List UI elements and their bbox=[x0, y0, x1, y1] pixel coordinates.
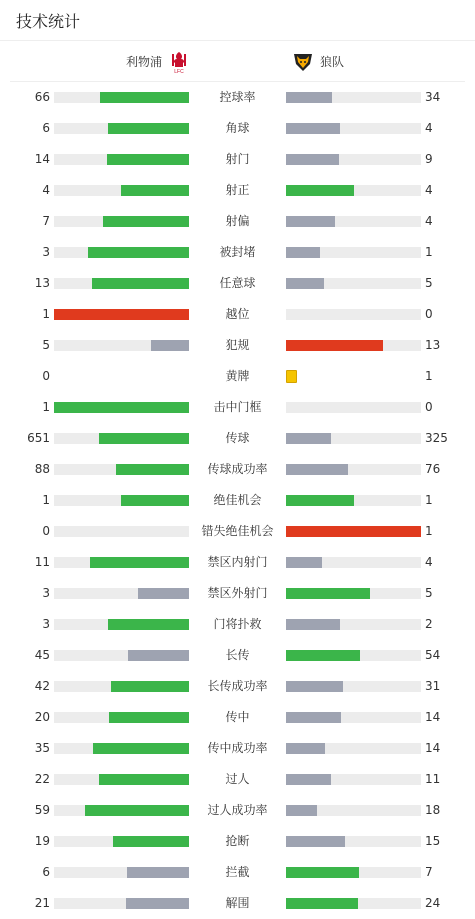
home-bar-track bbox=[54, 185, 189, 196]
home-bar bbox=[85, 805, 189, 816]
stat-row bbox=[0, 640, 475, 671]
away-bar bbox=[286, 123, 340, 134]
home-bar-track bbox=[54, 340, 189, 351]
home-bar-track bbox=[54, 557, 189, 568]
stat-label: 击中门框 bbox=[213, 400, 262, 414]
home-bar bbox=[92, 278, 189, 289]
stat-label: 门将扑救 bbox=[213, 617, 262, 631]
home-value: 3 bbox=[42, 245, 50, 259]
header bbox=[0, 0, 475, 41]
away-value: 325 bbox=[425, 431, 448, 445]
away-value: 1 bbox=[425, 493, 433, 507]
stat-label: 绝佳机会 bbox=[213, 493, 262, 507]
away-bar bbox=[286, 278, 324, 289]
away-bar-track bbox=[286, 247, 421, 258]
yellow-card-icon bbox=[286, 370, 297, 383]
home-bar-track bbox=[54, 774, 189, 785]
home-bar-track bbox=[54, 898, 189, 909]
page-title: 技术统计 bbox=[16, 11, 81, 31]
home-bar bbox=[107, 154, 189, 165]
stat-row bbox=[0, 764, 475, 795]
away-bar bbox=[286, 495, 354, 506]
home-bar-track bbox=[54, 495, 189, 506]
home-bar-track bbox=[54, 526, 189, 537]
home-value: 45 bbox=[34, 648, 50, 662]
away-bar bbox=[286, 526, 421, 537]
home-bar bbox=[93, 743, 189, 754]
home-bar bbox=[103, 216, 189, 227]
away-bar bbox=[286, 619, 340, 630]
away-value: 31 bbox=[425, 679, 441, 693]
stat-row bbox=[0, 175, 475, 206]
away-bar bbox=[286, 898, 358, 909]
away-bar-track bbox=[286, 898, 421, 909]
home-value: 1 bbox=[42, 493, 50, 507]
home-bar bbox=[99, 774, 189, 785]
home-team-name: 利物浦 bbox=[125, 54, 162, 69]
away-bar-track bbox=[286, 278, 421, 289]
home-bar-track bbox=[54, 867, 189, 878]
home-value: 3 bbox=[42, 586, 50, 600]
home-value: 1 bbox=[42, 400, 50, 414]
away-value: 5 bbox=[425, 586, 433, 600]
away-bar-track bbox=[286, 619, 421, 630]
away-value: 14 bbox=[425, 741, 441, 755]
away-bar bbox=[286, 836, 345, 847]
home-value: 59 bbox=[34, 803, 50, 817]
home-bar bbox=[128, 650, 189, 661]
away-bar bbox=[286, 805, 317, 816]
stat-row bbox=[0, 609, 475, 640]
away-value: 54 bbox=[425, 648, 441, 662]
stat-label: 黄牌 bbox=[225, 369, 250, 383]
stat-label: 长传 bbox=[225, 648, 250, 662]
svg-text:LFC: LFC bbox=[174, 69, 184, 74]
home-bar bbox=[54, 309, 189, 320]
away-bar-track bbox=[286, 588, 421, 599]
away-bar-track bbox=[286, 123, 421, 134]
away-bar bbox=[286, 433, 331, 444]
wolves-crest-icon bbox=[292, 50, 314, 72]
stat-label: 传球成功率 bbox=[207, 462, 268, 476]
stat-label: 过人 bbox=[225, 772, 250, 786]
home-value: 3 bbox=[42, 617, 50, 631]
home-value: 19 bbox=[34, 834, 50, 848]
away-bar-track bbox=[286, 340, 421, 351]
away-value: 0 bbox=[425, 307, 433, 321]
stat-row bbox=[0, 361, 475, 392]
away-value: 24 bbox=[425, 896, 441, 910]
stat-label: 角球 bbox=[225, 121, 250, 135]
liverpool-crest-icon bbox=[168, 50, 190, 72]
away-value: 14 bbox=[425, 710, 441, 724]
home-bar bbox=[99, 433, 189, 444]
stat-label: 越位 bbox=[225, 307, 250, 321]
away-bar bbox=[286, 216, 335, 227]
home-bar bbox=[121, 185, 189, 196]
away-value: 4 bbox=[425, 183, 433, 197]
home-bar bbox=[108, 619, 189, 630]
teams-header bbox=[10, 41, 465, 82]
away-bar bbox=[286, 247, 320, 258]
stat-row bbox=[0, 423, 475, 454]
stat-row bbox=[0, 82, 475, 113]
stat-row bbox=[0, 516, 475, 547]
home-bar bbox=[116, 464, 189, 475]
away-bar-track bbox=[286, 495, 421, 506]
stat-label: 控球率 bbox=[219, 90, 256, 104]
home-value: 4 bbox=[42, 183, 50, 197]
stat-label: 传球 bbox=[225, 431, 250, 445]
stat-label: 被封堵 bbox=[219, 245, 256, 259]
away-bar-track bbox=[286, 774, 421, 785]
stat-row bbox=[0, 888, 475, 919]
home-team bbox=[10, 41, 190, 81]
away-bar-track bbox=[286, 526, 421, 537]
home-bar bbox=[151, 340, 189, 351]
away-value: 0 bbox=[425, 400, 433, 414]
away-bar-track bbox=[286, 309, 421, 320]
away-team-name: 狼队 bbox=[320, 54, 345, 69]
stat-row bbox=[0, 578, 475, 609]
home-bar-track bbox=[54, 402, 189, 413]
home-bar-track bbox=[54, 588, 189, 599]
away-value: 18 bbox=[425, 803, 441, 817]
stat-row bbox=[0, 485, 475, 516]
away-value: 4 bbox=[425, 214, 433, 228]
home-bar bbox=[100, 92, 189, 103]
away-bar-track bbox=[286, 464, 421, 475]
home-bar-track bbox=[54, 805, 189, 816]
away-bar bbox=[286, 557, 322, 568]
home-bar-track bbox=[54, 278, 189, 289]
stat-label: 射正 bbox=[225, 183, 250, 197]
home-bar bbox=[108, 123, 189, 134]
home-bar bbox=[109, 712, 189, 723]
stat-row bbox=[0, 392, 475, 423]
away-bar-track bbox=[286, 836, 421, 847]
home-bar bbox=[113, 836, 189, 847]
home-value: 0 bbox=[42, 524, 50, 538]
home-value: 7 bbox=[42, 214, 50, 228]
home-value: 6 bbox=[42, 865, 50, 879]
away-bar bbox=[286, 464, 348, 475]
home-bar bbox=[54, 402, 189, 413]
home-bar bbox=[127, 867, 189, 878]
away-bar bbox=[286, 588, 370, 599]
stat-label: 禁区外射门 bbox=[207, 586, 268, 600]
home-bar-track bbox=[54, 216, 189, 227]
home-bar bbox=[121, 495, 189, 506]
away-value: 34 bbox=[425, 90, 441, 104]
stat-label: 传中成功率 bbox=[207, 741, 268, 755]
stat-label: 禁区内射门 bbox=[207, 555, 268, 569]
stats-list bbox=[0, 82, 475, 919]
home-value: 22 bbox=[34, 772, 50, 786]
away-bar-track bbox=[286, 743, 421, 754]
stat-row bbox=[0, 299, 475, 330]
away-bar-track bbox=[286, 154, 421, 165]
stat-label: 解围 bbox=[225, 896, 250, 910]
away-value: 2 bbox=[425, 617, 433, 631]
away-bar bbox=[286, 743, 325, 754]
stat-row bbox=[0, 237, 475, 268]
away-bar-track bbox=[286, 867, 421, 878]
away-bar-track bbox=[286, 712, 421, 723]
away-team bbox=[292, 41, 344, 81]
stat-label: 射门 bbox=[225, 152, 250, 166]
home-bar bbox=[111, 681, 189, 692]
away-value: 7 bbox=[425, 865, 433, 879]
stat-row bbox=[0, 454, 475, 485]
stat-row bbox=[0, 144, 475, 175]
stat-row bbox=[0, 330, 475, 361]
home-bar-track bbox=[54, 681, 189, 692]
away-bar bbox=[286, 712, 341, 723]
away-bar bbox=[286, 340, 383, 351]
home-value: 35 bbox=[34, 741, 50, 755]
home-bar bbox=[90, 557, 189, 568]
away-value: 76 bbox=[425, 462, 441, 476]
home-bar-track bbox=[54, 154, 189, 165]
away-bar bbox=[286, 774, 331, 785]
home-bar-track bbox=[54, 123, 189, 134]
home-bar bbox=[126, 898, 189, 909]
away-value: 9 bbox=[425, 152, 433, 166]
home-value: 42 bbox=[34, 679, 50, 693]
away-bar-track bbox=[286, 557, 421, 568]
away-value: 4 bbox=[425, 555, 433, 569]
home-value: 651 bbox=[27, 431, 50, 445]
home-bar-track bbox=[54, 650, 189, 661]
away-bar bbox=[286, 650, 360, 661]
home-bar-track bbox=[54, 712, 189, 723]
away-bar-track bbox=[286, 92, 421, 103]
stat-row bbox=[0, 547, 475, 578]
home-bar-track bbox=[54, 743, 189, 754]
home-bar bbox=[138, 588, 189, 599]
away-value: 15 bbox=[425, 834, 441, 848]
home-bar-track bbox=[54, 433, 189, 444]
away-bar bbox=[286, 867, 359, 878]
stat-label: 抢断 bbox=[225, 834, 250, 848]
away-value: 13 bbox=[425, 338, 441, 352]
home-value: 1 bbox=[42, 307, 50, 321]
away-bar bbox=[286, 154, 339, 165]
home-value: 5 bbox=[42, 338, 50, 352]
home-value: 6 bbox=[42, 121, 50, 135]
home-bar-track bbox=[54, 247, 189, 258]
away-bar-track bbox=[286, 185, 421, 196]
away-bar bbox=[286, 681, 343, 692]
home-bar bbox=[88, 247, 189, 258]
stat-row bbox=[0, 857, 475, 888]
stat-label: 任意球 bbox=[219, 276, 256, 290]
stat-label: 拦截 bbox=[225, 865, 250, 879]
home-value: 20 bbox=[34, 710, 50, 724]
stat-row bbox=[0, 113, 475, 144]
stat-row bbox=[0, 268, 475, 299]
away-value: 4 bbox=[425, 121, 433, 135]
home-bar-track bbox=[54, 464, 189, 475]
away-bar-track bbox=[286, 650, 421, 661]
home-value: 66 bbox=[34, 90, 50, 104]
stat-label: 错失绝佳机会 bbox=[201, 524, 274, 538]
away-value: 1 bbox=[425, 245, 433, 259]
away-bar-track bbox=[286, 805, 421, 816]
away-bar-track bbox=[286, 681, 421, 692]
stat-label: 长传成功率 bbox=[207, 679, 268, 693]
away-value: 5 bbox=[425, 276, 433, 290]
stat-row bbox=[0, 795, 475, 826]
away-value: 1 bbox=[425, 369, 433, 383]
home-bar-track bbox=[54, 836, 189, 847]
stat-label: 犯规 bbox=[225, 338, 250, 352]
home-value: 21 bbox=[34, 896, 50, 910]
stat-label: 传中 bbox=[225, 710, 250, 724]
away-value: 11 bbox=[425, 772, 441, 786]
away-value: 1 bbox=[425, 524, 433, 538]
home-bar-track bbox=[54, 619, 189, 630]
stat-row bbox=[0, 733, 475, 764]
home-value: 0 bbox=[42, 369, 50, 383]
stat-row bbox=[0, 671, 475, 702]
stat-row bbox=[0, 206, 475, 237]
home-value: 88 bbox=[34, 462, 50, 476]
stat-label: 过人成功率 bbox=[207, 803, 268, 817]
home-bar-track bbox=[54, 92, 189, 103]
stat-row bbox=[0, 702, 475, 733]
away-bar-track bbox=[286, 402, 421, 413]
away-bar bbox=[286, 92, 332, 103]
home-value: 11 bbox=[34, 555, 50, 569]
away-bar bbox=[286, 185, 354, 196]
stat-row bbox=[0, 826, 475, 857]
home-value: 13 bbox=[34, 276, 50, 290]
home-bar-track bbox=[54, 309, 189, 320]
away-bar-track bbox=[286, 433, 421, 444]
stat-label: 射偏 bbox=[225, 214, 250, 228]
away-bar-track bbox=[286, 216, 421, 227]
home-value: 14 bbox=[34, 152, 50, 166]
